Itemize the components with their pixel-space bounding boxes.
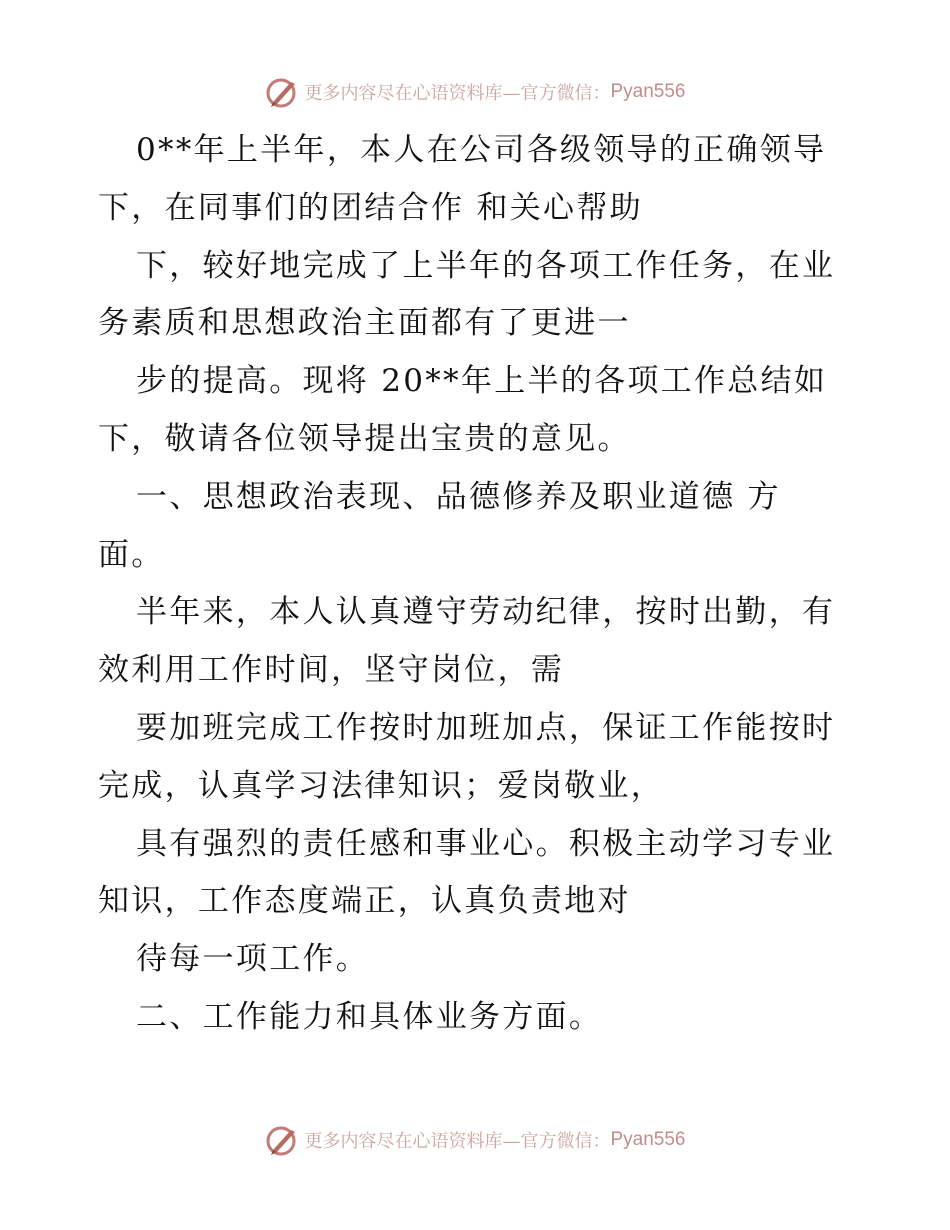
text-line: 效利用工作时间，坚守岗位，需 bbox=[98, 652, 565, 689]
text-line: 完成，认真学习法律知识；爱岗敬业， bbox=[98, 767, 665, 804]
document-body bbox=[98, 122, 858, 1047]
footer-watermark bbox=[0, 1120, 950, 1160]
watermark-text: 更多内容尽在心语资料库—官方微信： bbox=[304, 1131, 611, 1152]
header-watermark bbox=[0, 72, 950, 112]
text-line: 一、思想政治表现、品德修养及职业道德 方 bbox=[136, 478, 781, 515]
watermark-brand: Pyan556 bbox=[610, 1129, 686, 1150]
text-line: 0**年上半年，本人在公司各级领导的正确领导 bbox=[136, 132, 827, 168]
pen-logo-icon bbox=[264, 74, 300, 110]
text-line: 务素质和思想政治主面都有了更进一 bbox=[98, 305, 631, 342]
text-line: 半年来，本人认真遵守劳动纪律，按时出勤，有 bbox=[136, 594, 836, 631]
text-line: 二、工作能力和具体业务方面。 bbox=[136, 998, 603, 1035]
text-line: 步的提高。现将 20**年上半的各项工作总结如 bbox=[136, 363, 828, 400]
text-line: 要加班完成工作按时加班加点，保证工作能按时 bbox=[136, 709, 836, 746]
text-line: 待每一项工作。 bbox=[136, 941, 370, 978]
watermark-text: 更多内容尽在心语资料库—官方微信： bbox=[304, 83, 611, 104]
text-line: 面。 bbox=[98, 536, 165, 573]
text-line: 知识，工作态度端正，认真负责地对 bbox=[98, 883, 631, 920]
text-line: 下，在同事们的团结合作 和关心帮助 bbox=[98, 189, 643, 226]
pen-logo-icon bbox=[264, 1122, 300, 1158]
text-line: 下，敬请各位领导提出宝贵的意见。 bbox=[98, 420, 631, 457]
text-line: 具有强烈的责任感和事业心。积极主动学习专业 bbox=[136, 825, 836, 862]
watermark-brand: Pyan556 bbox=[610, 81, 686, 102]
text-line: 下，较好地完成了上半年的各项工作任务，在业 bbox=[136, 247, 836, 284]
